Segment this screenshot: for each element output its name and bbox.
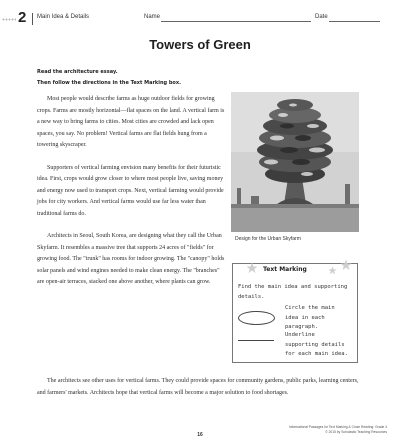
name-label: Name [144, 14, 161, 20]
essay-paragraph-2: Supporters of vertical farming envision many benefits for their futuristic idea. First, crops would grow closer to where most people live, saving money and energy now used to transport crops. Next, vertical farming would provide jobs for city workers. And vertical farms would use far less water than traditional farms do. [37, 164, 224, 217]
underline-mark-icon [238, 340, 274, 341]
header-divider [32, 13, 33, 25]
footer-credit-line-2: © 2015 by Scholastic Teaching Resources [325, 429, 387, 434]
directions-line-1: Read the architecture essay. [37, 69, 118, 75]
unit-number: 2 [18, 9, 27, 26]
text-marking-item-underline: Underline supporting details for each main idea. [285, 332, 348, 357]
photo-caption: Design for the Urban Skyfarm [235, 236, 301, 242]
header-dots-decoration [2, 18, 16, 21]
page-header [18, 9, 380, 28]
text-marking-item-circle: Circle the main idea in each paragraph. [285, 305, 335, 330]
page-title: Towers of Green [149, 37, 251, 52]
date-label: Date [315, 14, 328, 20]
text-marking-subtitle: Find the main idea and supporting details. [238, 284, 348, 300]
essay-continued [37, 376, 367, 399]
text-marking-title: Text Marking [263, 266, 307, 273]
essay-paragraph-3: Architects in Seoul, South Korea, are designing what they call the Urban Skyfarm. It resembles a massive tree that supports 24 acres of "fields" for growing food. The "trunk" has rooms for indoor growing. The "canopy" holds solar panels and wind engines needed to make clean energy. The "branches" are open-air terraces, stacked one above another, where plants can grow. [37, 233, 225, 285]
essay-column [37, 94, 226, 300]
date-field[interactable] [329, 21, 380, 22]
essay-paragraph-1: Most people would describe farms as huge outdoor fields for growing crops. Farms are mostly horizontal—flat spaces on the land. A vertical farm is a new way to bring farms to cities. Most cities are crowded and lack open spaces, you say. No problem! Vertical farms are flat fields hung from a towering skyscraper. [37, 96, 225, 148]
name-field[interactable] [161, 21, 311, 22]
directions [37, 67, 237, 88]
circle-mark-icon [238, 311, 275, 325]
page-number: 16 [197, 432, 203, 438]
star-icon [246, 262, 258, 274]
essay-paragraph-4: The architects see other uses for vertical farms. They could provide spaces for community gardens, public parks, learning centers, and farmers' markets. Architects hope that vertical farms will become a major solution to food shortages. [37, 378, 359, 396]
star-icon [328, 266, 337, 275]
directions-line-2: Then follow the directions in the Text Marking box. [37, 79, 181, 86]
skyfarm-photo [231, 92, 359, 232]
footer-credit-line-1: Informational Passages for Text Marking & Close Reading: Grade 4 [288, 425, 387, 429]
unit-title: Main Idea & Details [37, 14, 90, 20]
skyfarm-tower-illustration [231, 92, 359, 232]
text-marking-box [232, 259, 358, 362]
star-icon [340, 259, 352, 271]
